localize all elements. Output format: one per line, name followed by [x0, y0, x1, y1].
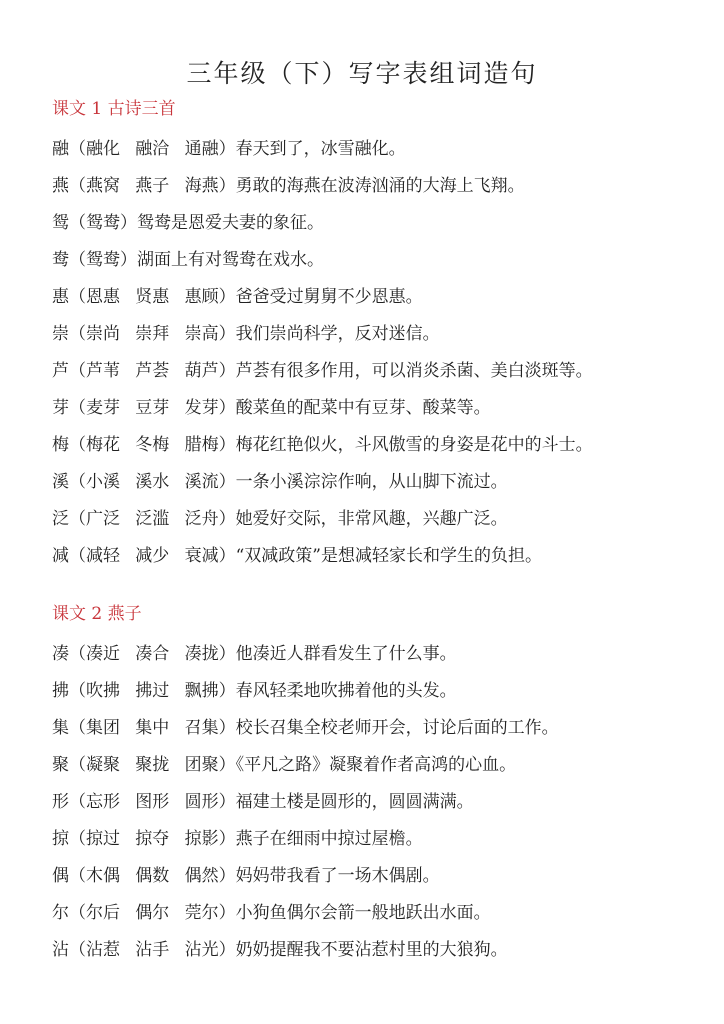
close-bracket: ）	[218, 324, 236, 344]
word-group	[86, 213, 120, 233]
close-bracket: ）	[218, 940, 236, 960]
compound-word: 融洽	[135, 139, 170, 159]
target-character: 掠	[52, 829, 69, 849]
compound-word: 贤惠	[135, 287, 170, 307]
close-bracket: ）	[218, 755, 236, 775]
compound-word: 鸳鸯	[86, 213, 120, 233]
example-sentence: 春风轻柔地吹拂着他的头发。	[235, 681, 457, 701]
compound-word: 忘形	[86, 792, 120, 812]
compound-word: 偶尔	[135, 903, 170, 923]
close-bracket: ）	[218, 546, 236, 566]
target-character: 融	[52, 139, 69, 159]
word-entry-row	[52, 538, 692, 575]
compound-word: 小溪	[86, 472, 120, 492]
word-group	[86, 509, 219, 529]
compound-word: 吹拂	[86, 681, 120, 701]
word-entry-row	[52, 932, 692, 969]
word-entry-row	[52, 168, 692, 205]
open-bracket: （	[69, 287, 86, 307]
word-entry-row	[52, 895, 692, 932]
open-bracket: （	[69, 139, 86, 159]
example-sentence: 妈妈带我看了一场木偶剧。	[235, 866, 440, 886]
example-sentence: 《平凡之路》凝聚着作者高鸿的心血。	[235, 755, 517, 775]
target-character: 偶	[52, 866, 69, 886]
target-character: 减	[52, 546, 69, 566]
close-bracket: ）	[218, 903, 236, 923]
word-group	[86, 398, 219, 418]
compound-word: 芦苇	[86, 361, 120, 381]
target-character: 沾	[52, 940, 69, 960]
target-character: 凑	[52, 644, 69, 664]
compound-word: 凑近	[86, 644, 120, 664]
open-bracket: （	[69, 644, 86, 664]
target-character: 芦	[52, 361, 69, 381]
target-character: 尔	[52, 903, 69, 923]
word-group	[86, 792, 219, 812]
word-entry-row	[52, 673, 692, 710]
word-group	[86, 829, 219, 849]
compound-word: 掠过	[86, 829, 120, 849]
example-sentence: 鸳鸯是恩爱夫妻的象征。	[137, 213, 324, 233]
open-bracket: （	[69, 250, 86, 270]
word-group	[86, 250, 120, 270]
target-character: 崇	[52, 324, 69, 344]
compound-word: 凑合	[135, 644, 170, 664]
open-bracket: （	[69, 398, 86, 418]
compound-word: 葫芦	[184, 361, 219, 381]
word-group	[86, 287, 219, 307]
word-group	[86, 361, 219, 381]
open-bracket: （	[69, 324, 86, 344]
compound-word: 沾光	[184, 940, 219, 960]
word-group	[86, 644, 219, 664]
compound-word: 集中	[135, 718, 170, 738]
example-sentence: 他凑近人群看发生了什么事。	[235, 644, 457, 664]
compound-word: 尔后	[86, 903, 120, 923]
example-sentence: 酸菜鱼的配菜中有豆芽、酸菜等。	[235, 398, 491, 418]
word-entry-row	[52, 427, 692, 464]
compound-word: 莞尔	[184, 903, 219, 923]
example-sentence: 她爱好交际，非常风趣，兴趣广泛。	[235, 509, 508, 529]
close-bracket: ）	[120, 250, 137, 270]
target-character: 鸯	[52, 250, 69, 270]
word-group	[86, 139, 219, 159]
compound-word: 凑拢	[184, 644, 219, 664]
open-bracket: （	[69, 792, 86, 812]
word-entry-row	[52, 242, 692, 279]
word-group	[86, 940, 219, 960]
word-entry-row	[52, 353, 692, 390]
word-group	[86, 718, 219, 738]
lesson-section	[52, 94, 692, 575]
example-sentence: 小狗鱼偶尔会箭一般地跃出水面。	[235, 903, 491, 923]
compound-word: 掠影	[184, 829, 219, 849]
open-bracket: （	[69, 546, 86, 566]
open-bracket: （	[69, 176, 86, 196]
word-entry-row	[52, 636, 692, 673]
target-character: 形	[52, 792, 69, 812]
target-character: 溪	[52, 472, 69, 492]
word-group	[86, 681, 219, 701]
compound-word: 燕子	[135, 176, 170, 196]
word-group	[86, 546, 219, 566]
compound-word: 减少	[135, 546, 170, 566]
compound-word: 团聚	[184, 755, 219, 775]
close-bracket: ）	[218, 361, 236, 381]
word-entry-row	[52, 390, 692, 427]
word-entry-row	[52, 279, 692, 316]
close-bracket: ）	[218, 398, 236, 418]
compound-word: 沾惹	[86, 940, 120, 960]
example-sentence: 梅花红艳似火，斗风傲雪的身姿是花中的斗士。	[235, 435, 593, 455]
compound-word: 泛舟	[184, 509, 219, 529]
target-character: 聚	[52, 755, 69, 775]
compound-word: 发芽	[184, 398, 219, 418]
compound-word: 拂过	[135, 681, 170, 701]
example-sentence: “双减政策”是想减轻家长和学生的负担。	[235, 546, 542, 566]
compound-word: 溪水	[135, 472, 170, 492]
target-character: 梅	[52, 435, 69, 455]
compound-word: 泛滥	[135, 509, 170, 529]
compound-word: 海燕	[184, 176, 219, 196]
word-entry-row	[52, 821, 692, 858]
compound-word: 圆形	[184, 792, 219, 812]
compound-word: 聚拢	[135, 755, 170, 775]
target-character: 惠	[52, 287, 69, 307]
close-bracket: ）	[218, 792, 236, 812]
example-sentence: 一条小溪淙淙作响，从山脚下流过。	[235, 472, 508, 492]
word-entry-row	[52, 858, 692, 895]
close-bracket: ）	[218, 718, 236, 738]
open-bracket: （	[69, 509, 86, 529]
compound-word: 梅花	[86, 435, 120, 455]
close-bracket: ）	[218, 435, 236, 455]
open-bracket: （	[69, 866, 86, 886]
example-sentence: 勇敢的海燕在波涛汹涌的大海上飞翔。	[235, 176, 525, 196]
compound-word: 衰减	[184, 546, 219, 566]
close-bracket: ）	[218, 681, 236, 701]
word-entry-row	[52, 710, 692, 747]
compound-word: 偶数	[135, 866, 170, 886]
word-group	[86, 435, 219, 455]
word-entry-row	[52, 316, 692, 353]
compound-word: 恩惠	[86, 287, 120, 307]
close-bracket: ）	[120, 213, 137, 233]
example-sentence: 燕子在细雨中掠过屋檐。	[235, 829, 423, 849]
compound-word: 豆芽	[135, 398, 170, 418]
open-bracket: （	[69, 361, 86, 381]
word-group	[86, 903, 219, 923]
compound-word: 木偶	[86, 866, 120, 886]
word-entry-row	[52, 464, 692, 501]
close-bracket: ）	[218, 509, 236, 529]
compound-word: 崇拜	[135, 324, 170, 344]
example-sentence: 福建土楼是圆形的，圆圆满满。	[235, 792, 474, 812]
example-sentence: 爸爸受过舅舅不少恩惠。	[235, 287, 423, 307]
compound-word: 冬梅	[135, 435, 170, 455]
compound-word: 腊梅	[184, 435, 219, 455]
compound-word: 沾手	[135, 940, 170, 960]
compound-word: 凝聚	[86, 755, 120, 775]
compound-word: 麦芽	[86, 398, 120, 418]
target-character: 集	[52, 718, 69, 738]
section-heading: 课文 1 古诗三首	[52, 99, 176, 119]
example-sentence: 奶奶提醒我不要沾惹村里的大狼狗。	[235, 940, 508, 960]
compound-word: 融化	[86, 139, 120, 159]
compound-word: 燕窝	[86, 176, 120, 196]
word-entry-row	[52, 501, 692, 538]
target-character: 鸳	[52, 213, 69, 233]
close-bracket: ）	[218, 176, 236, 196]
example-sentence: 芦荟有很多作用，可以消炎杀菌、美白淡斑等。	[235, 361, 593, 381]
compound-word: 鸳鸯	[86, 250, 120, 270]
compound-word: 芦荟	[135, 361, 170, 381]
word-entry-row	[52, 205, 692, 242]
close-bracket: ）	[218, 472, 236, 492]
compound-word: 召集	[184, 718, 219, 738]
lesson-section	[52, 599, 692, 969]
open-bracket: （	[69, 829, 86, 849]
open-bracket: （	[69, 903, 86, 923]
close-bracket: ）	[218, 644, 236, 664]
compound-word: 崇高	[184, 324, 219, 344]
document-body	[52, 94, 692, 969]
target-character: 芽	[52, 398, 69, 418]
compound-word: 集团	[86, 718, 120, 738]
compound-word: 掠夺	[135, 829, 170, 849]
close-bracket: ）	[218, 829, 236, 849]
word-group	[86, 866, 219, 886]
word-group	[86, 472, 219, 492]
compound-word: 减轻	[86, 546, 120, 566]
word-group	[86, 755, 219, 775]
close-bracket: ）	[218, 139, 236, 159]
page-title: 三年级（下）写字表组词造句	[186, 59, 538, 88]
open-bracket: （	[69, 435, 86, 455]
compound-word: 广泛	[86, 509, 120, 529]
close-bracket: ）	[218, 287, 236, 307]
word-entry-row	[52, 747, 692, 784]
example-sentence: 春天到了，冰雪融化。	[235, 139, 406, 159]
target-character: 燕	[52, 176, 69, 196]
open-bracket: （	[69, 472, 86, 492]
word-entry-row	[52, 131, 692, 168]
word-group	[86, 324, 219, 344]
open-bracket: （	[69, 681, 86, 701]
compound-word: 崇尚	[86, 324, 120, 344]
example-sentence: 我们崇尚科学，反对迷信。	[235, 324, 440, 344]
compound-word: 图形	[135, 792, 170, 812]
section-heading: 课文 2 燕子	[52, 604, 142, 624]
target-character: 拂	[52, 681, 69, 701]
word-entry-row	[52, 784, 692, 821]
compound-word: 偶然	[184, 866, 219, 886]
open-bracket: （	[69, 755, 86, 775]
open-bracket: （	[69, 213, 86, 233]
target-character: 泛	[52, 509, 69, 529]
compound-word: 惠顾	[184, 287, 219, 307]
example-sentence: 湖面上有对鸳鸯在戏水。	[137, 250, 324, 270]
word-group	[86, 176, 219, 196]
compound-word: 通融	[184, 139, 219, 159]
example-sentence: 校长召集全校老师开会，讨论后面的工作。	[235, 718, 559, 738]
open-bracket: （	[69, 940, 86, 960]
compound-word: 溪流	[184, 472, 219, 492]
open-bracket: （	[69, 718, 86, 738]
close-bracket: ）	[218, 866, 236, 886]
compound-word: 飘拂	[184, 681, 219, 701]
